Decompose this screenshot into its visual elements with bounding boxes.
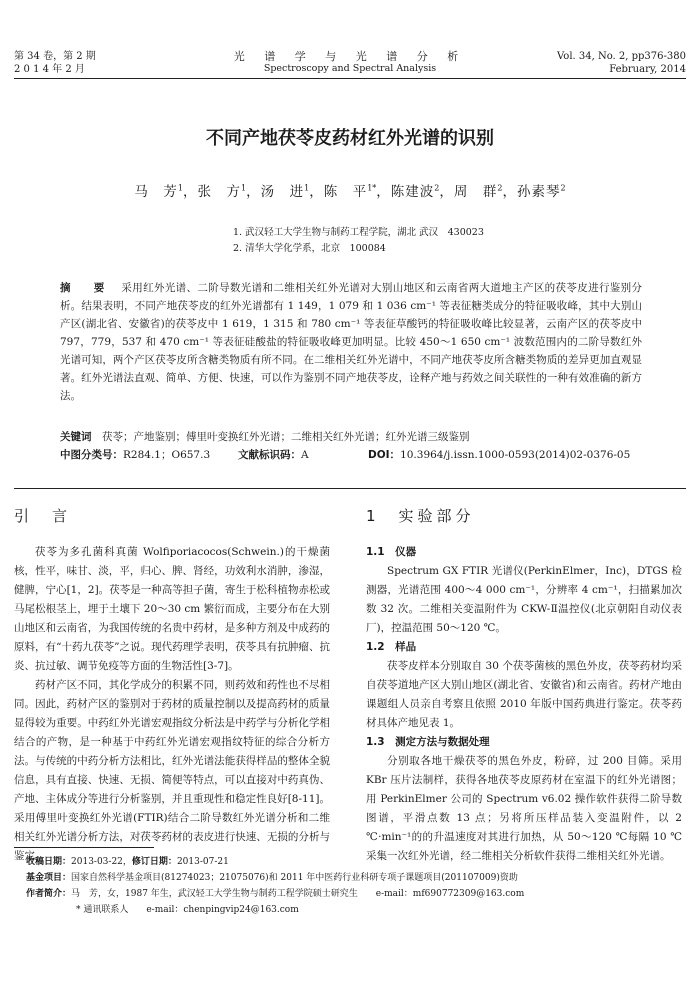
abstract-text: 采用红外光谱、二阶导数光谱和二维相关红外光谱对大别山地区和云南省两大道地主产区的茯苓皮进行鉴别分析。结果表明，不同产地茯苓皮的红外光谱都有 1 149，1 079 和 1 036 cm⁻¹ 等表征糖类成分的特征吸收峰，其中大别山产区(湖北省、安徽省)的茯苓皮中 1 619，1 315 和 780 cm⁻¹ 等表征草酸钙的特征吸收峰比较显著，云南产区的茯苓皮中 797，779，537 和 470 cm⁻¹ 等表征硅酸盐的特征吸收峰更加明显。比较 450～1 650 cm⁻¹ 波数范围内的二阶导数红外光谱可知，两个产区茯苓皮所含糖类物质有所不同。在二维相关红外光谱中，不同产地茯苓皮所含糖类物质的差异更加直观显著。红外光谱法直观、简单、方便、快速，可以作为鉴别不同产地茯苓皮，诠释产地与药效之间关联性的一种有效准确的新方法。 — [60, 282, 643, 402]
corresponding-author-line: * 通讯联系人 e-mail：chenpingvip24@163.com — [76, 905, 299, 915]
right-column — [366, 505, 682, 866]
left-column — [14, 505, 330, 866]
author-list: 马 芳$^1$，张 方$^1$，汤 进$^1$，陈 平$^{1*}$，陈建波$^2$，周 群$^2$，孙素琴$^2$ — [134, 183, 566, 200]
subsection-1-3-text: 分别取各地干燥茯苓的黑色外皮，粉碎，过 200 目筛。采用 KBr 压片法制样，获得各地茯苓皮原药材在室温下的红外光谱图；用 PerkinElmer 公司的 Spectrum v6.02 操作软件获得二阶导数图谱，平滑点数 13 点；另将所压样品装入变温附件，以 2 ℃·min⁻¹的的升温速度对其进行加热，从 50～120 ℃每隔 10 ℃采集一次红外光谱，经二维相关分析软件获得二维相关红外光谱。 — [366, 755, 682, 862]
journal-name-en: Spectroscopy and Spectral Analysis — [263, 63, 437, 74]
author: 张 方$^1$ — [197, 183, 247, 200]
keywords-label: 关键词 — [60, 431, 92, 443]
journal-name — [200, 50, 500, 75]
subsection-1-3-heading: 1.3 测定方法与数据处理 — [366, 736, 490, 748]
author: 周 群$^2$ — [453, 183, 503, 200]
affiliation: 2. 清华大学化学系，北京 100084 — [233, 243, 386, 254]
journal-volume-info — [14, 50, 96, 76]
journal-name-cn: 光 谱 学 与 光 谱 分 析 — [233, 50, 467, 63]
paper-title: 不同产地茯苓皮药材红外光谱的识别 — [206, 128, 494, 149]
author: 孙素琴$^2$ — [516, 183, 566, 200]
author: 马 芳$^1$ — [134, 183, 184, 200]
journal-pages-info — [557, 50, 686, 76]
subsection-1-1-heading: 1.1 仪器 — [366, 546, 417, 558]
keywords-text: 茯苓；产地鉴别；傅里叶变换红外光谱；二维相关红外光谱；红外光谱三级鉴别 — [102, 431, 470, 443]
abstract-rule — [14, 488, 686, 489]
subsection-1-1-text: Spectrum GX FTIR 光谱仪(PerkinElmer，Inc)，DTGS 检测器，光谱范围 400～4 000 cm⁻¹，分辨率 4 cm⁻¹，扫描累加次数 32 次。二维相关变温附件为 CKW-Ⅱ温控仪(北京朝阳自动仪表厂)，控温范围 50～120 ℃。 — [366, 565, 682, 634]
pub-date: February, 2014 — [609, 64, 686, 75]
dates-line: 收稿日期：2013-03-22，修订日期：2013-07-21 — [26, 857, 229, 867]
author: 陈建波$^2$ — [390, 183, 440, 200]
abstract — [60, 279, 642, 405]
volume-issue: 第 34 卷，第 2 期 — [14, 51, 96, 62]
affiliation: 1. 武汉轻工大学生物与制药工程学院，湖北 武汉 430023 — [233, 227, 484, 238]
author: 汤 进$^1$ — [260, 183, 310, 200]
doi: DOI：10.3964/j.issn.1000-0593(2014)02-0376-05 — [368, 449, 631, 461]
intro-paragraph-1: 茯苓为多孔菌科真菌 Wolfiporiacocos(Schwein.)的干燥菌核，性平，味甘、淡，平，归心、脾、肾经，功效利水消肿，渗湿，健脾，宁心[1，2]。茯苓是一种高等担子菌，寄生于松科植物赤松或马尾松根茎上，埋于土壤下 20～30 cm 繁衍而成，主要分布在大别山地区和云南省，为我国传统的名贵中药材，是多种方剂及中成药的原料，有“十药九茯苓”之说。现代药理学表明，茯苓具有抗肿瘤、抗炎、抗过敏、调节免疫等方面的生物活性[3-7]。 — [14, 546, 330, 672]
fund-line: 基金项目：国家自然科学基金项目(81274023；21075076)和 2011 年中医药行业科研专项子课题项目(201107009)资助 — [26, 873, 518, 883]
clc-value: R284.1；O657.3 — [123, 449, 211, 461]
bio-line: 作者简介：马 芳，女，1987 年生，武汉轻工大学生物与制药工程学院硕士研究生 e-mail：mf690772309@163.com — [26, 889, 525, 899]
author: 陈 平$^{1*}$ — [323, 183, 377, 200]
header-rule — [14, 78, 686, 79]
intro-heading: 引 言 — [14, 507, 72, 525]
clc-label: 中图分类号： — [60, 449, 123, 461]
keywords — [60, 428, 642, 446]
abstract-label: 摘 要 — [60, 282, 111, 294]
subsection-1-2-heading: 1.2 样品 — [366, 641, 417, 653]
footnotes — [26, 854, 686, 918]
subsection-1-2-text: 茯苓皮样本分别取自 30 个茯苓菌核的黑色外皮，茯苓药材均采自茯苓道地产区大别山地区(湖北省、安徽省)和云南省。药材产地由课题组人员亲自考察且依照 2010 年版中国药典进行鉴定。茯苓药材具体产地见表 1。 — [366, 660, 682, 729]
intro-paragraph-2: 药材产区不同，其化学成分的积累不同，则药效和药性也不尽相同。因此，药材产区的鉴别对于药材的质量控制以及提高药材的质量显得较为重要。中药红外光谱宏观指纹分析法是中药学与分析化学相结合的产物，是一种基于中药红外光谱宏观指纹特征的综合分析方法。与传统的中药分析方法相比，红外光谱法能获得样品的整体全貌信息，具有直接、快速、无损、简便等特点，可以直接对中药真伪、产地、主体成分等进行分析鉴别，并且重现性和稳定性良好[8-11]。采用傅里叶变换红外光谱(FTIR)结合二阶导数红外光谱分析和二维相关红外光谱分析方法，对茯苓药材的表皮进行快速、无损的分析与鉴定。 — [14, 679, 330, 862]
footnote-rule — [14, 847, 154, 848]
vol-pages: Vol. 34, No. 2, pp376-380 — [557, 51, 686, 62]
year-month: 2 0 1 4 年 2 月 — [14, 64, 85, 75]
classification-line — [60, 446, 642, 464]
doc-code: 文献标识码：A — [238, 449, 309, 461]
section-1-heading: 1 实验部分 — [366, 507, 475, 525]
affiliations — [233, 225, 484, 257]
